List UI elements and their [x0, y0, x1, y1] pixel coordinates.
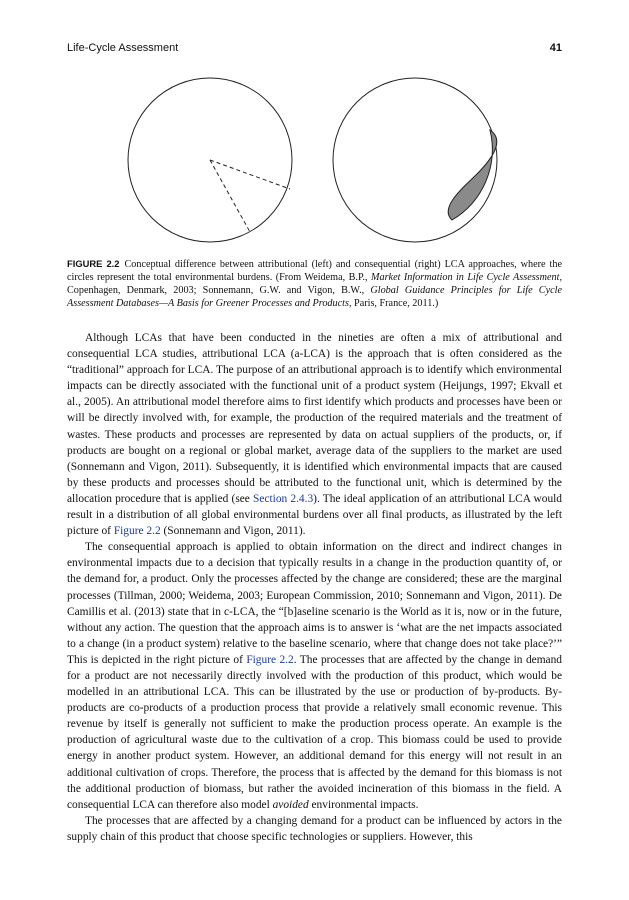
figure-caption [67, 257, 562, 310]
paragraph-3 [67, 813, 562, 845]
p2-text-b: . The processes that are affected by the change in demand for a product are not necessarily directly involved with the production of this product, which would be modelled in an attributional LCA. This can be illustrated by the use or production of by-products. By-products are co-products of a production process that provide a relatively small economic revenue. This revenue by itself is generally not sufficient to make the production process operate. An example is the production of agricultural waste due to the cultivation of a crop. This biomass could be used to provide energy in another product system. However, an additional demand for this energy will not result in an additional cultivation of crops. Therefore, the process that is affected by the demand for this biomass is not the additional production of biomass, but rather the avoided incineration of this biomass in the field. A consequential LCA can therefore also model [67, 653, 562, 811]
p1-text-c: (Sonnemann and Vigon, 2011). [160, 525, 306, 538]
p1-text-b: ). The ideal application of an attributional LCA would result in a distribution of all global environmental burdens over all final products, as illustrated by the left picture of [67, 492, 562, 538]
p2-text-c: environmental impacts. [308, 798, 419, 811]
paragraph-2 [67, 539, 562, 813]
attributional-segment-line-1 [210, 160, 290, 189]
paragraph-1 [67, 330, 562, 539]
caption-text-2: , Copenhagen, Denmark, 2003; Sonnemann, G.W. and Vigon, B.W., [67, 272, 562, 296]
consequential-circle [333, 78, 497, 242]
page-number: 41 [549, 42, 562, 54]
caption-italic-2: Global Guidance Principles for Life Cycle Assessment Databases—A Basis for Greener Processes and Products [67, 285, 562, 309]
section-link[interactable]: Section 2.4.3 [253, 492, 314, 505]
p2-italic: avoided [272, 798, 309, 811]
caption-text-1: Conceptual difference between attributional (left) and consequential (right) LCA approaches, where the circles represent the total environmental burdens. (From Weidema, B.P., [67, 259, 562, 283]
attributional-segment-line-2 [210, 160, 250, 232]
running-header [67, 42, 562, 58]
caption-italic-1: Market Information in Life Cycle Assessment [371, 272, 560, 283]
figure-label: FIGURE 2.2 [67, 258, 120, 269]
p3-text: The processes that are affected by a changing demand for a product can be influenced by actors in the supply chain of this product that choose specific technologies or suppliers. However, this [67, 814, 562, 843]
figure-link-2[interactable]: Figure 2.2 [246, 653, 294, 666]
p1-text-a: Although LCAs that have been conducted in the nineties are often a mix of attributional and consequential LCA studies, attributional LCA (a-LCA) is the approach that is often considered as the “traditional” approach for LCA. The purpose of an attributional approach is to identify which environmental impacts can be directly associated with the functional unit of a product system (Heijungs, 1997; Ekvall et al., 2005). An attributional model therefore aims to first identify which products and processes have been or will be directly involved with, for example, the production of the required materials and the treatment of wastes. These products and processes are represented by data on actual suppliers of the products, or, if products are bought on a regional or global market, average data of the suppliers to the market are used (Sonnemann and Vigon, 2011). Subsequently, it is identified which environmental impacts that are caused by these products and processes should be attributed to the functional unit, which is determined by the allocation procedure that is applied (see [67, 332, 562, 505]
running-title: Life-Cycle Assessment [67, 42, 179, 54]
figure-2-2 [60, 72, 569, 247]
consequential-affected-area [448, 130, 497, 220]
p2-text-a: The consequential approach is applied to obtain information on the direct and indirect changes in environmental impacts due to a decision that typically results in a change in the production quantity of, or the demand for, a product. Only the processes affected by the change are considered; these are the marginal processes (Tillman, 2000; Weidema, 2003; European Commission, 2010; Sonnemann and Vigon, 2011). De Camillis et al. (2013) state that in c-LCA, the “[b]aseline scenario is the World as it is, now or in the future, without any action. The question that the approach aims is to answer is ‘what are the net impacts associated to a change (in a product system) relative to the baseline scenario, where that change does not take place?’” This is depicted in the right picture of [67, 541, 562, 666]
figure-link-1[interactable]: Figure 2.2 [113, 525, 161, 538]
body-text [67, 330, 562, 845]
caption-text-3: , Paris, France, 2011.) [348, 298, 439, 309]
